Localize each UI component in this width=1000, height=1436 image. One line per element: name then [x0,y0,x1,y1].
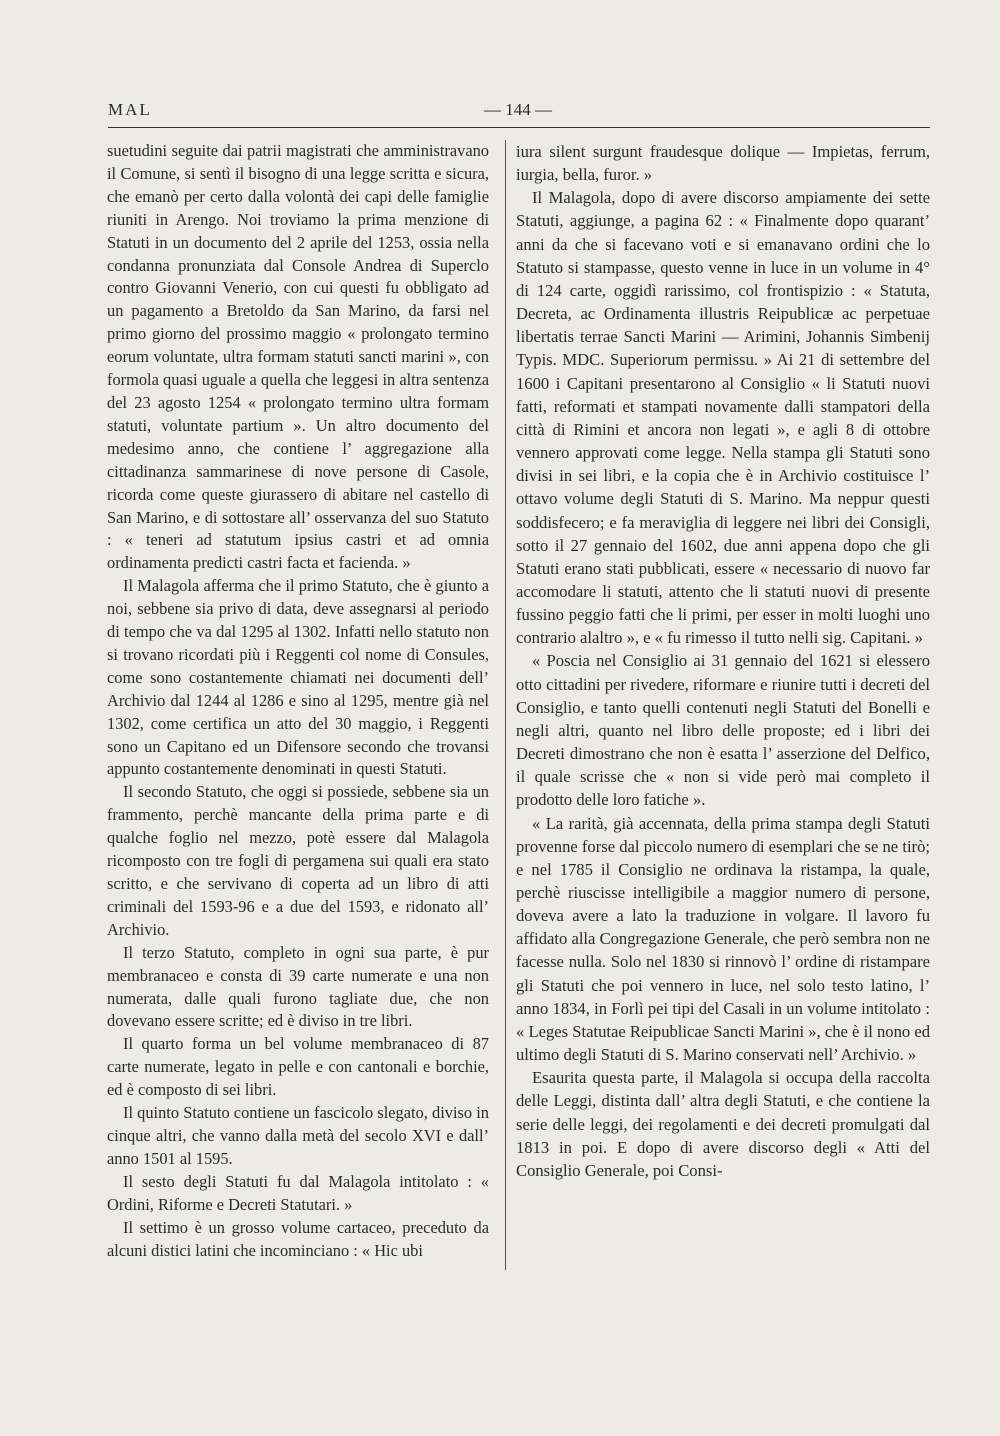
paragraph: « Poscia nel Consiglio ai 31 gennaio del 1621 si elessero otto cittadini per rivedere, riformare e riunire tutti i decreti del Consiglio, e tanto quelli contenuti negli Statuti del Bonelli e negli altri, quanto nel libro delle proposte; ed i libri dei Decreti dimostrano che non è esatta l’ asserzione del Delfico, il quale scrisse che « non si vide però mai completo il prodotto delle loro fatiche ». [516,651,930,810]
paragraph: Esaurita questa parte, il Malagola si occupa della raccolta delle Leggi, distinta dall’ altra degli Statuti, e che contiene la serie delle leggi, dei regolamenti e dei decreti promulgati dal 1813 in poi. E dopo di avere discorso degli « Atti del Consiglio Generale, poi Consi- [516,1068,930,1180]
column-divider [505,140,506,1270]
left-column [107,140,489,1262]
running-head: MAL [108,100,152,119]
paragraph: Il quarto forma un bel volume membranaceo di 87 carte numerate, legato in pelle e con cantonali e borchie, ed è composto di sei libri. [107,1034,489,1100]
paragraph: Il Malagola, dopo di avere discorso ampiamente dei sette Statuti, aggiunge, a pagina 62 : « Finalmente dopo quarant’ anni da che si facevano voti e si emanavano ordini che lo Statuto si stampasse, questo venne in luce in un volume in 4° di 124 carte, oggidì rarissimo, col frontispizio : « Statuta, Decreta, ac Ordinamenta illustris Reipublicæ ac perpetuae libertatis terrae Sancti Marini — Arimini, Johannis Simbenij Typis. MDC. Superiorum permissu. » Ai 21 di settembre del 1600 i Capitani presentarono al Consiglio « li Statuti nuovi fatti, reformati et stampati novamente dalli stampatori della città di Rimini et ancora non legati », e agli 8 di ottobre vennero approvati come legge. Nella stampa gli Statuti sono divisi in sei libri, e la copia che è in Archivio costituisce l’ ottavo volume degli Statuti di S. Marino. Ma neppur questi soddisfecero; e fa meraviglia di leggere nei libri dei Consigli, sotto il 27 gennaio del 1602, due anni appena dopo che gli Statuti erano stati pubblicati, essere « necessario di nuovo far accomodare li statuti, attento che li statuti nuovi di presente fussino peggio fatti che li primi, per esser in molti luoghi uno contrario alaltro », e « fu rimesso il tutto nelli sig. Capitani. » [516,188,930,648]
header-rule [108,127,930,128]
paragraph: iura silent surgunt fraudesque dolique — Impietas, ferrum, iurgia, bella, furor. » [516,142,930,185]
page-header [108,98,926,128]
paragraph: Il settimo è un grosso volume cartaceo, preceduto da alcuni distici latini che incominciano : « Hic ubi [107,1217,489,1260]
right-column [516,140,930,1182]
paragraph: Il quinto Statuto contiene un fascicolo slegato, diviso in cinque altri, che vanno dalla metà del secolo XVI e dall’ anno 1501 al 1595. [107,1103,489,1168]
paragraph: Il sesto degli Statuti fu dal Malagola intitolato : « Ordini, Riforme e Decreti Statutari. » [107,1171,489,1214]
page-number: — 144 — [484,100,552,119]
paragraph: « La rarità, già accennata, della prima stampa degli Statuti provenne forse dal piccolo numero di esemplari che se ne tirò; e nel 1785 il Consiglio ne ordinava la ristampa, la quale, perchè riuscisse intelligibile a maggior numero di persone, doveva avere a lato la traduzione in volgare. Il lavoro fu affidato alla Congregazione Generale, che però sembra non ne facesse nulla. Solo nel 1830 si rinnovò l’ ordine di ristampare gli Statuti che poi vennero in luce, nel solo testo latino, l’ anno 1834, in Forlì pei tipi del Casali in un volume intitolato : « Leges Statutae Reipublicae Sancti Marini », che è il nono ed ultimo degli Statuti di S. Marino conservati nell’ Archivio. » [516,813,930,1065]
paragraph: Il secondo Statuto, che oggi si possiede, sebbene sia un frammento, perchè mancante della prima parte e di qualche foglio nel mezzo, potè essere dal Malagola ricomposto con tre fogli di pergamena sui quali era stato scritto, e che servivano di coperta ad un libro di atti criminali del 1593-96 e a due del 1593, e ridonato all’ Archivio. [107,782,489,939]
paragraph: Il Malagola afferma che il primo Statuto, che è giunto a noi, sebbene sia privo di data, deve assegnarsi al periodo di tempo che va dal 1295 al 1302. Infatti nello statuto non si trovano ricordati più i Reggenti col nome di Consules, come sono costantemente chiamati nei documenti dell’ Archivio dal 1244 al 1286 e sino al 1295, mentre già nel 1302, come certifica un atto del 30 maggio, i Reggenti sono un Capitano ed un Difensore secondo che trovansi appunto costantemente denominati in questi Statuti. [107,576,489,779]
paragraph: Il terzo Statuto, completo in ogni sua parte, è pur membranaceo e consta di 39 carte numerate e una non numerata, dalle quali furono tagliate due, che non dovevano essere scritte; ed è diviso in tre libri. [107,942,489,1031]
paragraph: suetudini seguite dai patrii magistrati che amministravano il Comune, si sentì il bisogno di una legge scritta e sicura, che emanò per certo dalla volontà dei capi delle famiglie riuniti in Arengo. Noi troviamo la prima menzione di Statuti in un documento del 2 aprile del 1253, ossia nella condanna pronunziata dal Console Andrea di Superclo contro Giovanni Venerio, con cui questi fu obbligato ad un pagamento a Bretoldo da San Marino, da farsi nel primo giorno del prossimo maggio « prolongato termino eorum voluntate, ultra formam statuti sancti marini », con formola quasi uguale a quella che leggesi in altra sentenza del 23 agosto 1254 « prolongato termino ultra formam statuti, voluntate partium ». Un altro documento del medesimo anno, che contiene l’ aggregazione alla cittadinanza sammarinese di nove persone di Casole, ricorda come queste giurassero di abitare nel castello di San Marino, e di sottostare all’ osservanza del suo Statuto : « teneri ad statutum ipsius castri et ad omnia ordinamenta predicti castri facta et facienda. » [107,141,489,573]
